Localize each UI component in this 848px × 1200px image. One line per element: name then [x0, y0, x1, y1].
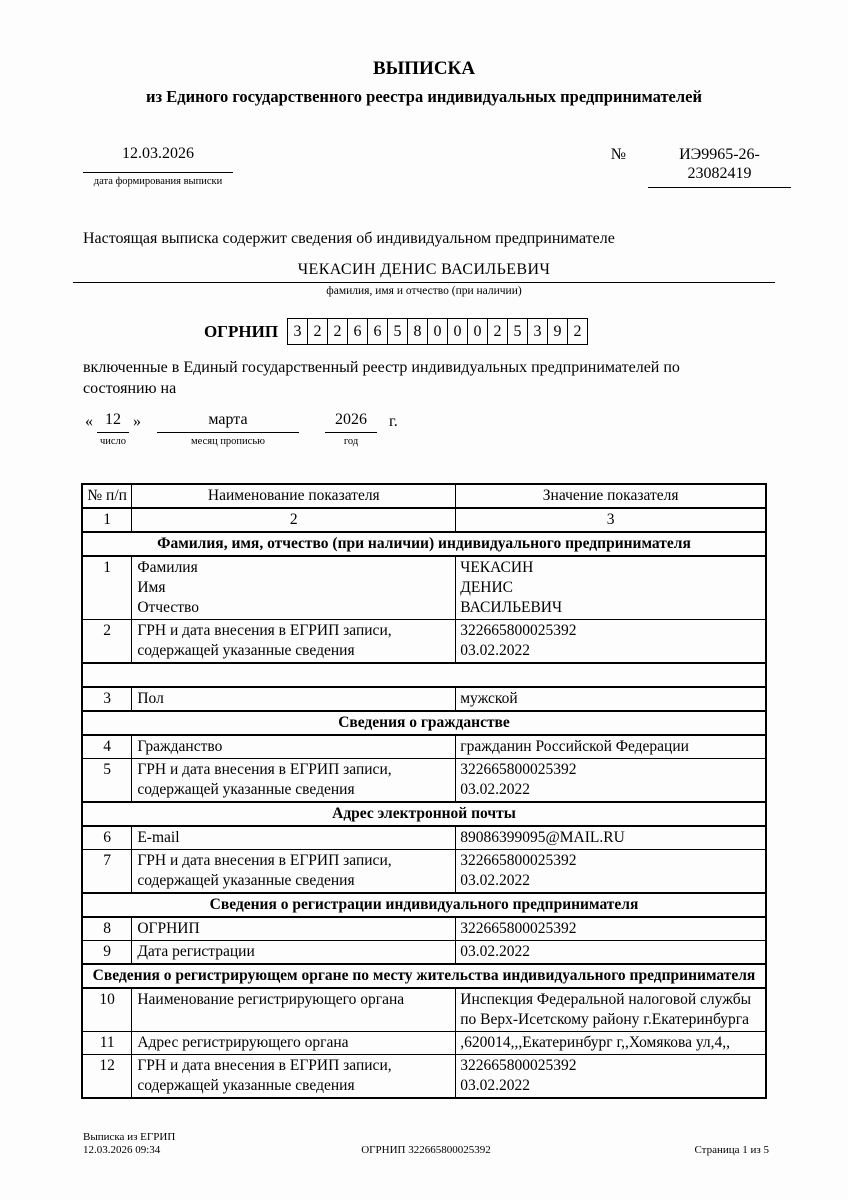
- ogrnip-label: ОГРНИП: [203, 321, 279, 341]
- indicator-value-cell: 03.02.2022: [456, 941, 766, 965]
- indicators-table-wrap: [81, 483, 848, 1099]
- indicator-name-cell: Пол: [132, 687, 456, 711]
- row-number-cell: 2: [82, 620, 132, 664]
- indicator-value-cell: 89086399095@MAIL.RU: [456, 826, 766, 850]
- as-of-year-label: год: [343, 436, 359, 447]
- ogrnip-digit-box: 3: [287, 318, 308, 345]
- ogrnip-digit-box: 0: [427, 318, 448, 345]
- row-number-cell: 11: [82, 1032, 132, 1055]
- section-row: [82, 802, 766, 826]
- row-number-cell: 3: [82, 687, 132, 711]
- open-quote: «: [85, 413, 93, 430]
- ogrnip-digit-box: 6: [367, 318, 388, 345]
- row-number-cell: 7: [82, 850, 132, 894]
- indicator-name-cell: ГРН и дата внесения в ЕГРИП записи, содержащей указанные сведения: [132, 620, 456, 664]
- formation-date-block: [83, 145, 233, 187]
- row-number-cell: 12: [82, 1055, 132, 1099]
- ogrnip-digit-box: 2: [567, 318, 588, 345]
- ogrnip-digit-box: 9: [547, 318, 568, 345]
- as-of-day-label: число: [99, 436, 127, 447]
- number-sign: №: [610, 146, 626, 163]
- section-row: [82, 711, 766, 735]
- indicator-value-cell: мужской: [456, 687, 766, 711]
- header-indicator-name: Наименование показателя: [132, 484, 456, 508]
- header-num: № п/п: [82, 484, 132, 508]
- footer-center-ogrnip: ОГРНИП 322665800025392: [361, 1144, 491, 1156]
- section-row: [82, 532, 766, 556]
- indicator-value-cell: гражданин Российской Федерации: [456, 735, 766, 759]
- document-number-line1: ИЭ9965-26-: [679, 146, 760, 163]
- ogrnip-boxes: [287, 318, 588, 345]
- table-row: [82, 826, 766, 850]
- table-row: [82, 735, 766, 759]
- section-row: [82, 964, 766, 988]
- table-row: [82, 556, 766, 620]
- indicator-name-cell: E-mail: [132, 826, 456, 850]
- page-footer: [83, 1131, 769, 1157]
- indicator-name-cell: Адрес регистрирующего органа: [132, 1032, 456, 1055]
- included-text: включенные в Единый государственный реестр индивидуальных предпринимателей по состоянию на: [83, 359, 680, 397]
- table-row: [82, 850, 766, 894]
- document-subtitle: из Единого государственного реестра индивидуальных предпринимателей: [146, 87, 702, 106]
- indicator-name-cell: ГРН и дата внесения в ЕГРИП записи, содержащей указанные сведения: [132, 759, 456, 803]
- indicator-value-cell: 322665800025392 03.02.2022: [456, 1055, 766, 1099]
- col-number-1: 1: [82, 508, 132, 532]
- col-number-2: 2: [132, 508, 456, 532]
- row-number-cell: 1: [82, 556, 132, 620]
- indicator-value-cell: ,620014,,,Екатеринбург г,,Хомякова ул,4,,: [456, 1032, 766, 1055]
- table-row: [82, 1055, 766, 1099]
- ogrnip-digit-box: 5: [507, 318, 528, 345]
- indicator-name-cell: ГРН и дата внесения в ЕГРИП записи, содержащей указанные сведения: [132, 850, 456, 894]
- table-row: [82, 620, 766, 664]
- ogrnip-digit-box: 0: [467, 318, 488, 345]
- section-row: [82, 893, 766, 917]
- year-suffix: г.: [389, 413, 398, 430]
- table-row: [82, 687, 766, 711]
- section-title-cell: Сведения о регистрирующем органе по месту жительства индивидуального предпринимателя: [82, 964, 766, 988]
- section-title-cell: Сведения о гражданстве: [82, 711, 766, 735]
- ogrnip-digit-box: 6: [347, 318, 368, 345]
- indicator-value-cell: 322665800025392 03.02.2022: [456, 620, 766, 664]
- indicator-name-cell: ОГРНИП: [132, 917, 456, 941]
- ogrnip-digit-box: 8: [407, 318, 428, 345]
- indicators-table: [81, 483, 767, 1099]
- ogrnip-digit-box: 2: [327, 318, 348, 345]
- table-row: [82, 988, 766, 1032]
- indicator-value-cell: 322665800025392 03.02.2022: [456, 850, 766, 894]
- ogrnip-digit-box: 2: [487, 318, 508, 345]
- footer-page-number: Страница 1 из 5: [694, 1144, 769, 1156]
- meta-row: [83, 145, 791, 188]
- entrepreneur-name: ЧЕКАСИН ДЕНИС ВАСИЛЬЕВИЧ: [73, 261, 775, 283]
- as-of-year-field: [325, 411, 377, 447]
- row-number-cell: 5: [82, 759, 132, 803]
- indicator-name-cell: Наименование регистрирующего органа: [132, 988, 456, 1032]
- entrepreneur-name-caption: фамилия, имя и отчество (при наличии): [326, 285, 522, 297]
- as-of-month-field: [157, 411, 299, 447]
- indicator-value-cell: Инспекция Федеральной налоговой службы по Верх-Исетскому району г.Екатеринбурга: [456, 988, 766, 1032]
- as-of-day-field: [97, 411, 129, 447]
- document-title: ВЫПИСКА: [372, 58, 476, 79]
- footer-datetime: 12.03.2026 09:34: [83, 1144, 161, 1156]
- table-header-row: [82, 484, 766, 508]
- as-of-month: марта: [157, 411, 299, 433]
- section-title-cell: Адрес электронной почты: [82, 802, 766, 826]
- as-of-day: 12: [97, 411, 129, 433]
- ogrnip-digit-box: 0: [447, 318, 468, 345]
- ogrnip-row: [0, 318, 820, 345]
- indicator-name-cell: Фамилия Имя Отчество: [132, 556, 456, 620]
- section-title-cell: Фамилия, имя, отчество (при наличии) индивидуального предпринимателя: [82, 532, 766, 556]
- header-indicator-value: Значение показателя: [456, 484, 766, 508]
- document-number-line2: 23082419: [687, 165, 752, 182]
- footer-left: [83, 1131, 313, 1157]
- table-row: [82, 759, 766, 803]
- intro-text: Настоящая выписка содержит сведения об индивидуальном предпринимателе: [83, 230, 615, 247]
- indicator-value-cell: ЧЕКАСИН ДЕНИС ВАСИЛЬЕВИЧ: [456, 556, 766, 620]
- indicator-name-cell: Гражданство: [132, 735, 456, 759]
- as-of-date-row: [83, 411, 848, 447]
- close-quote: »: [133, 413, 141, 430]
- formation-date: 12.03.2026: [83, 145, 233, 173]
- document-number-block: [611, 145, 791, 188]
- entrepreneur-name-block: [73, 261, 775, 297]
- row-number-cell: 9: [82, 941, 132, 965]
- ogrnip-digit-box: 5: [387, 318, 408, 345]
- row-number-cell: 10: [82, 988, 132, 1032]
- ogrnip-digit-box: 3: [527, 318, 548, 345]
- indicator-value-cell: 322665800025392 03.02.2022: [456, 759, 766, 803]
- row-number-cell: 6: [82, 826, 132, 850]
- table-row: [82, 1032, 766, 1055]
- as-of-year: 2026: [325, 411, 377, 433]
- indicator-name-cell: Дата регистрации: [132, 941, 456, 965]
- document-number: [648, 145, 791, 188]
- formation-date-label: дата формирования выписки: [93, 176, 223, 187]
- row-number-cell: 8: [82, 917, 132, 941]
- indicator-value-cell: 322665800025392: [456, 917, 766, 941]
- table-row: [82, 917, 766, 941]
- footer-doc-type: Выписка из ЕГРИП: [83, 1131, 176, 1143]
- table-row: [82, 941, 766, 965]
- indicator-name-cell: ГРН и дата внесения в ЕГРИП записи, содержащей указанные сведения: [132, 1055, 456, 1099]
- section-title-cell: Сведения о регистрации индивидуального предпринимателя: [82, 893, 766, 917]
- col-number-3: 3: [456, 508, 766, 532]
- indicators-table-body: [82, 484, 766, 1098]
- as-of-month-label: месяц прописью: [191, 436, 265, 447]
- empty-row: [82, 663, 766, 687]
- ogrnip-digit-box: 2: [307, 318, 328, 345]
- row-number-cell: 4: [82, 735, 132, 759]
- empty-cell: [82, 663, 766, 687]
- column-number-row: [82, 508, 766, 532]
